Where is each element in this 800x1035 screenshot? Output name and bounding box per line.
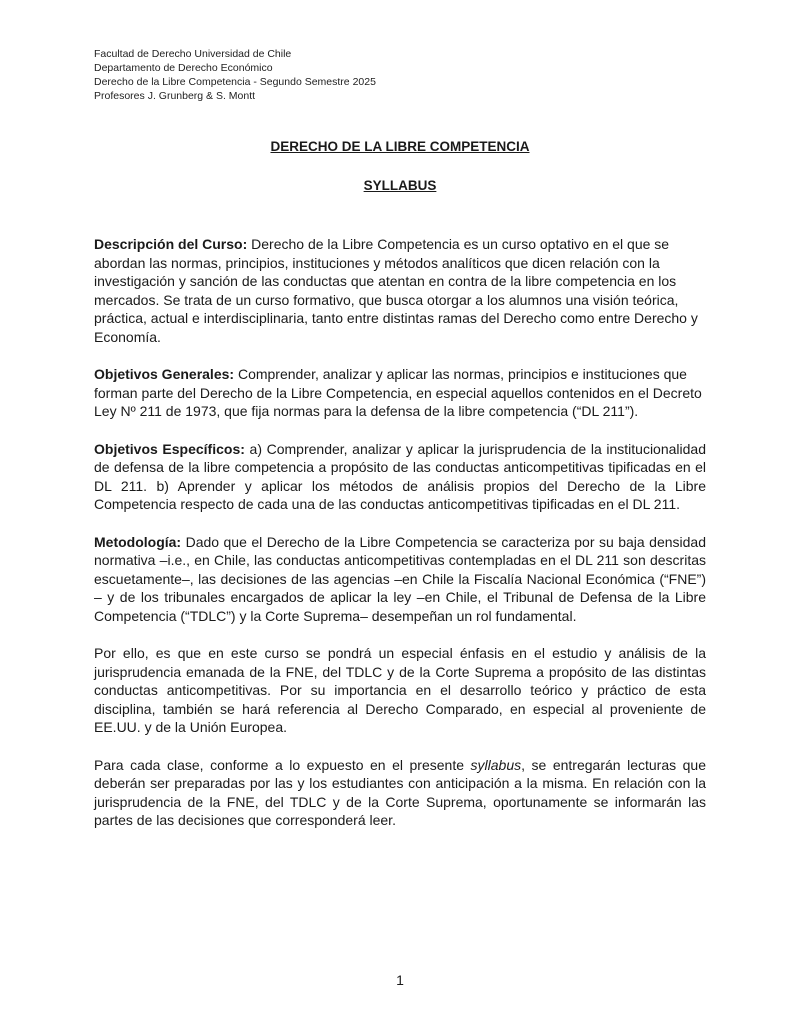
descripcion-text: Derecho de la Libre Competencia es un curso optativo en el que se abordan las normas, principios, instituciones y métodos analíticos que dicen relación con la investigación y sanción de las conductas que atentan en contra de la libre competencia en los mercados. Se trata de un curso formativo, que busca otorgar a los alumnos una visión teórica, práctica, actual e interdisciplinaria, tanto entre distintas ramas del Derecho como entre Derecho y Economía. [94,236,698,345]
header-course: Derecho de la Libre Competencia - Segundo Semestre 2025 [94,76,376,88]
objetivos-especificos-label: Objetivos Específicos: [94,440,245,457]
para-cada-text-before: Para cada clase, conforme a lo expuesto en el presente [94,756,471,773]
objetivos-especificos-text: a) Comprender, analizar y aplicar la jurisprudencia de la institucionalidad de defensa de la libre competencia a propósito de las conductas anticompetitivas tipificadas en el DL 211. b) Aprender y aplicar los métodos de análisis propios del Derecho de la Libre Competencia respecto de cada una de las conductas anticompetitivas tipificadas en el DL 211. [94,440,706,513]
document-title: DERECHO DE LA LIBRE COMPETENCIA [270,139,530,154]
paragraph-objetivos-generales [94,365,706,421]
paragraph-metodologia [94,533,706,626]
para-cada-text-after: , se entregarán lecturas que deberán ser preparadas por las y los estudiantes con anticipación a la misma. En relación con la jurisprudencia de la FNE, del TDLC y de la Corte Suprema, oportunamente se informarán las partes de las decisiones que corresponderá leer. [94,756,706,829]
metodologia-label: Metodología: [94,533,182,550]
paragraph-objetivos-especificos [94,440,706,514]
document-header [94,47,376,103]
header-department: Departamento de Derecho Económico [94,62,273,74]
syllabus-italic: syllabus [470,756,522,773]
paragraph-descripcion [94,235,706,347]
paragraph-por-ello [94,644,706,737]
objetivos-generales-label: Objetivos Generales: [94,366,235,383]
document-body [94,235,706,849]
document-subtitle: SYLLABUS [363,178,437,193]
paragraph-para-cada-clase [94,756,706,830]
header-faculty: Facultad de Derecho Universidad de Chile [94,48,292,60]
metodologia-text: Dado que el Derecho de la Libre Competencia se caracteriza por su baja densidad normativa –i.e., en Chile, las conductas anticompetitivas contempladas en el DL 211 son descritas escuetamente–, las decisiones de las agencias –en Chile la Fiscalía Nacional Económica (“FNE”) – y de los tribunales encargados de aplicar la ley –en Chile, el Tribunal de Defensa de la Libre Competencia (“TDLC”) y la Corte Suprema– desempeñan un rol fundamental. [94,533,706,624]
por-ello-text: Por ello, es que en este curso se pondrá un especial énfasis en el estudio y análisis de la jurisprudencia emanada de la FNE, del TDLC y de la Corte Suprema a propósito de las distintas conductas anticompetitivas. Por su importancia en el desarrollo teórico y práctico de esta disciplina, también se hará referencia al Derecho Comparado, en especial al proveniente de EE.UU. y de la Unión Europea. [94,645,706,736]
header-professors: Profesores J. Grunberg & S. Montt [94,90,256,102]
descripcion-label: Descripción del Curso: [94,236,248,252]
objetivos-generales-text: Comprender, analizar y aplicar las normas, principios e instituciones que forman parte del Derecho de la Libre Competencia, en especial aquellos contenidos en el Decreto Ley Nº 211 de 1973, que fija normas para la defensa de la libre competencia (“DL 211”). [94,366,702,420]
page-number: 1 [396,972,404,988]
